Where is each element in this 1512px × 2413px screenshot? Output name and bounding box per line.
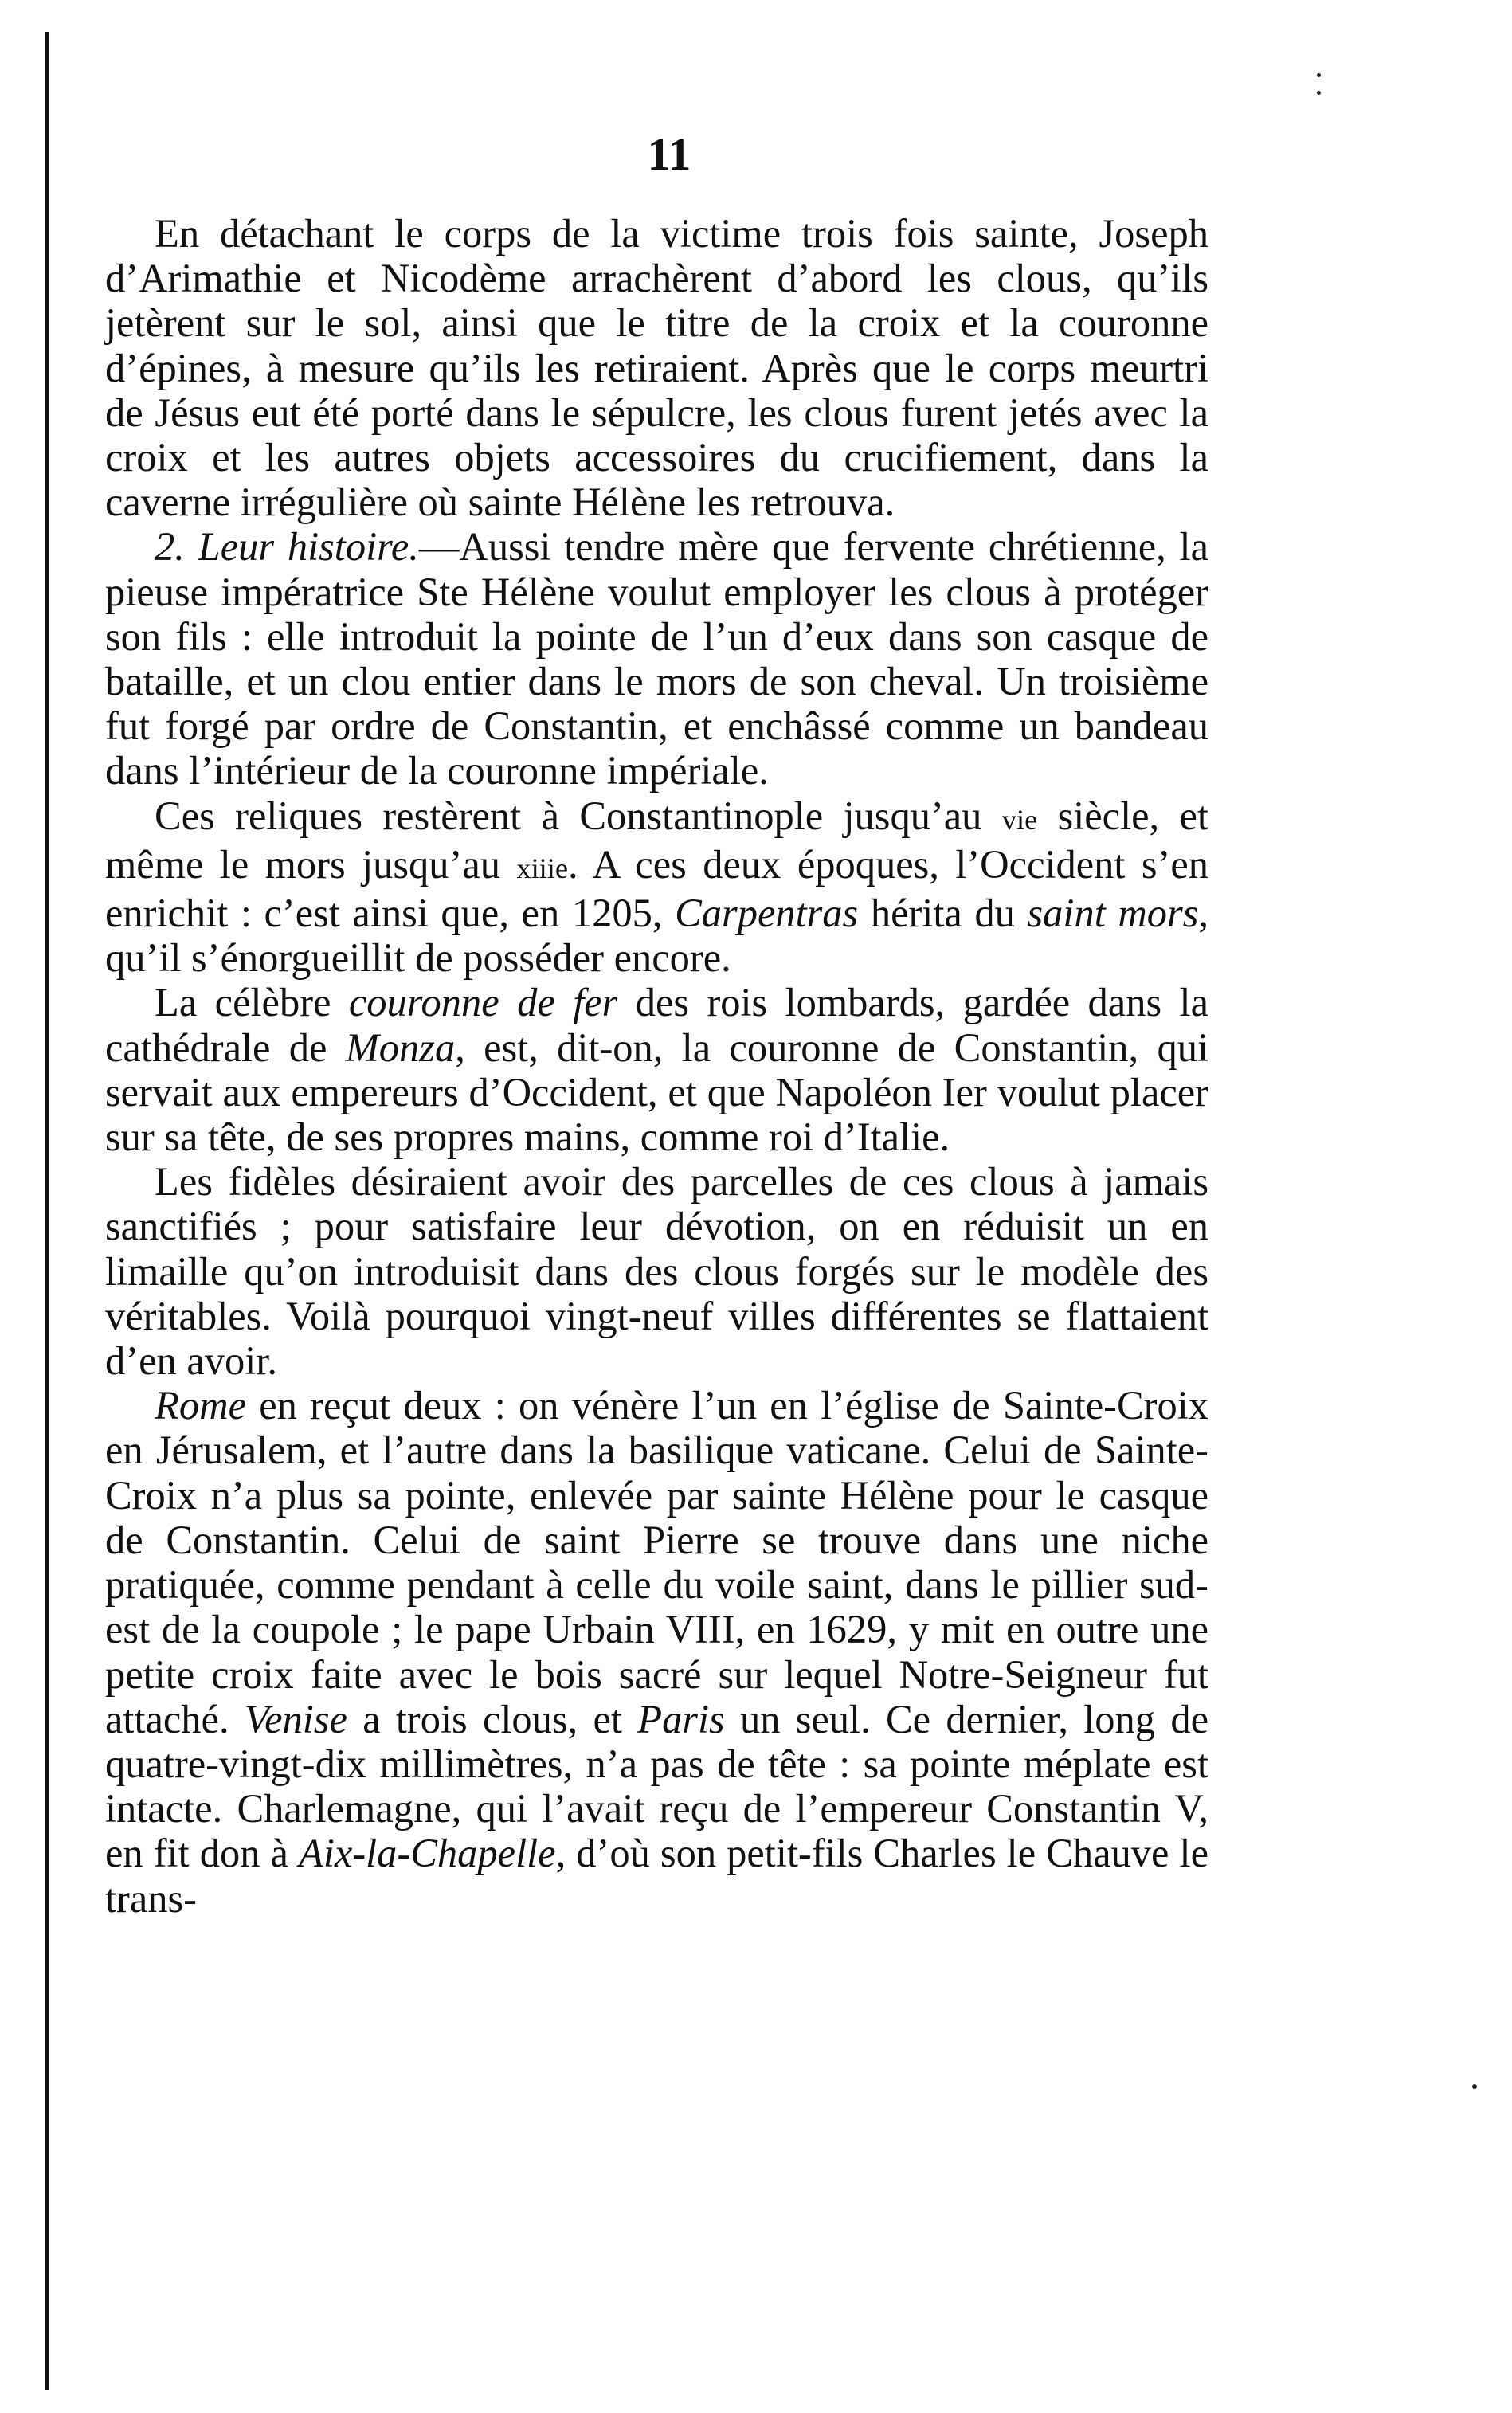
paragraph-3-text-d: hérita du	[858, 891, 1028, 936]
relic-name: couronne de fer	[348, 980, 618, 1025]
place-name: Monza	[345, 1024, 456, 1070]
paragraph-4-text-b: des rois lombards, gardée dans la cathédrale de	[105, 980, 1208, 1070]
paragraph-6-text-c: un seul. Ce dernier, long de quatre-vingt-dix millimètres, n’a pas de tête : sa pointe méplate est intacte. Charlemagne, qui l’avait reçu de l’empereur Constantin V, en fit don à	[105, 1696, 1208, 1876]
place-name: Paris	[637, 1696, 725, 1741]
paragraph-3-text-b: siècle, et même le mors jusqu’au	[105, 793, 1208, 887]
relic-name: saint mors	[1027, 891, 1199, 936]
paragraph-3-text-e: , qu’il s’énorgueillit de posséder encore.	[105, 891, 1208, 981]
page-edge-rule	[45, 32, 49, 2390]
century-small-caps: xiiie	[516, 852, 569, 884]
scan-speck	[1317, 91, 1321, 95]
paragraph-4-text-a: La célèbre	[155, 980, 349, 1025]
paragraph-5-text: Les fidèles désiraient avoir des parcelles de ces clous à jamais sanctifiés ; pour satisfaire leur dévotion, on en réduisit un en limaille qu’on introduisit dans des clous forgés sur le modèle des véritables. Voilà pourquoi vingt-neuf villes différentes se flattaient d’en avoir.	[105, 1159, 1208, 1384]
page-number: 11	[647, 128, 691, 180]
paragraph-3-text-a: Ces reliques restèrent à Constantinople jusqu’au	[155, 793, 1002, 838]
place-name: Venise	[244, 1696, 347, 1741]
place-name: Carpentras	[675, 891, 859, 936]
section-label: 2. Leur histoire.	[155, 524, 419, 570]
paragraph-4	[105, 980, 1208, 1159]
scan-speck	[1317, 73, 1321, 77]
paragraph-5	[105, 1159, 1208, 1383]
paragraph-3-text-c: . A ces deux époques, l’Occident s’en enrichit : c’est ainsi que, en 1205,	[105, 841, 1208, 936]
paragraph-1	[105, 211, 1208, 524]
paragraph-6-text-a: en reçut deux : on vénère l’un en l’église de Sainte-Croix en Jérusalem, et l’autre dans la basilique vaticane. Celui de Sainte-Croix n’a plus sa pointe, enlevée par sainte Hélène pour le casque de Constantin. Celui de saint Pierre se trouve dans une niche pratiquée, comme pendant à celle du voile saint, dans le pillier sud-est de la coupole ; le pape Urbain VIII, en 1629, y mit en outre une petite croix faite avec le bois sacré sur lequel Notre-Seigneur fut attaché.	[105, 1383, 1208, 1741]
body-text	[105, 211, 1208, 1921]
paragraph-2	[105, 524, 1208, 793]
paragraph-4-text-c: , est, dit-on, la couronne de Constantin, qui servait aux empereurs d’Occident, et que Napoléon Ier voulut placer sur sa tête, de ses propres mains, comme roi d’Italie.	[105, 1024, 1208, 1160]
place-name: Rome	[155, 1383, 246, 1428]
paragraph-3	[105, 793, 1208, 981]
paragraph-2-text: —Aussi tendre mère que fervente chrétienne, la pieuse impératrice Ste Hélène voulut employer les clous à protéger son fils : elle introduit la pointe de l’un d’eux dans son casque de bataille, et un clou entier dans le mors de son cheval. Un troisième fut forgé par ordre de Constantin, et enchâssé comme un bandeau dans l’intérieur de la couronne impériale.	[105, 524, 1208, 793]
paragraph-6	[105, 1383, 1208, 1920]
paragraph-1-text: En détachant le corps de la victime trois fois sainte, Joseph d’Arimathie et Nicodème arrachèrent d’abord les clous, qu’ils jetèrent sur le sol, ainsi que le titre de la croix et la couronne d’épines, à mesure qu’ils les retiraient. Après que le corps meurtri de Jésus eut été porté dans le sépulcre, les clous furent jetés avec la croix et les autres objets accessoires du crucifiement, dans la caverne irrégulière où sainte Hélène les retrouva.	[105, 211, 1208, 525]
paragraph-6-text-d: , d’où son petit-fils Charles le Chauve le trans-	[105, 1831, 1208, 1921]
place-name: Aix-la-Chapelle	[299, 1831, 556, 1876]
century-small-caps: vie	[1001, 803, 1038, 836]
paragraph-6-text-b: a trois clous, et	[347, 1696, 638, 1741]
scan-speck	[1472, 2084, 1477, 2089]
